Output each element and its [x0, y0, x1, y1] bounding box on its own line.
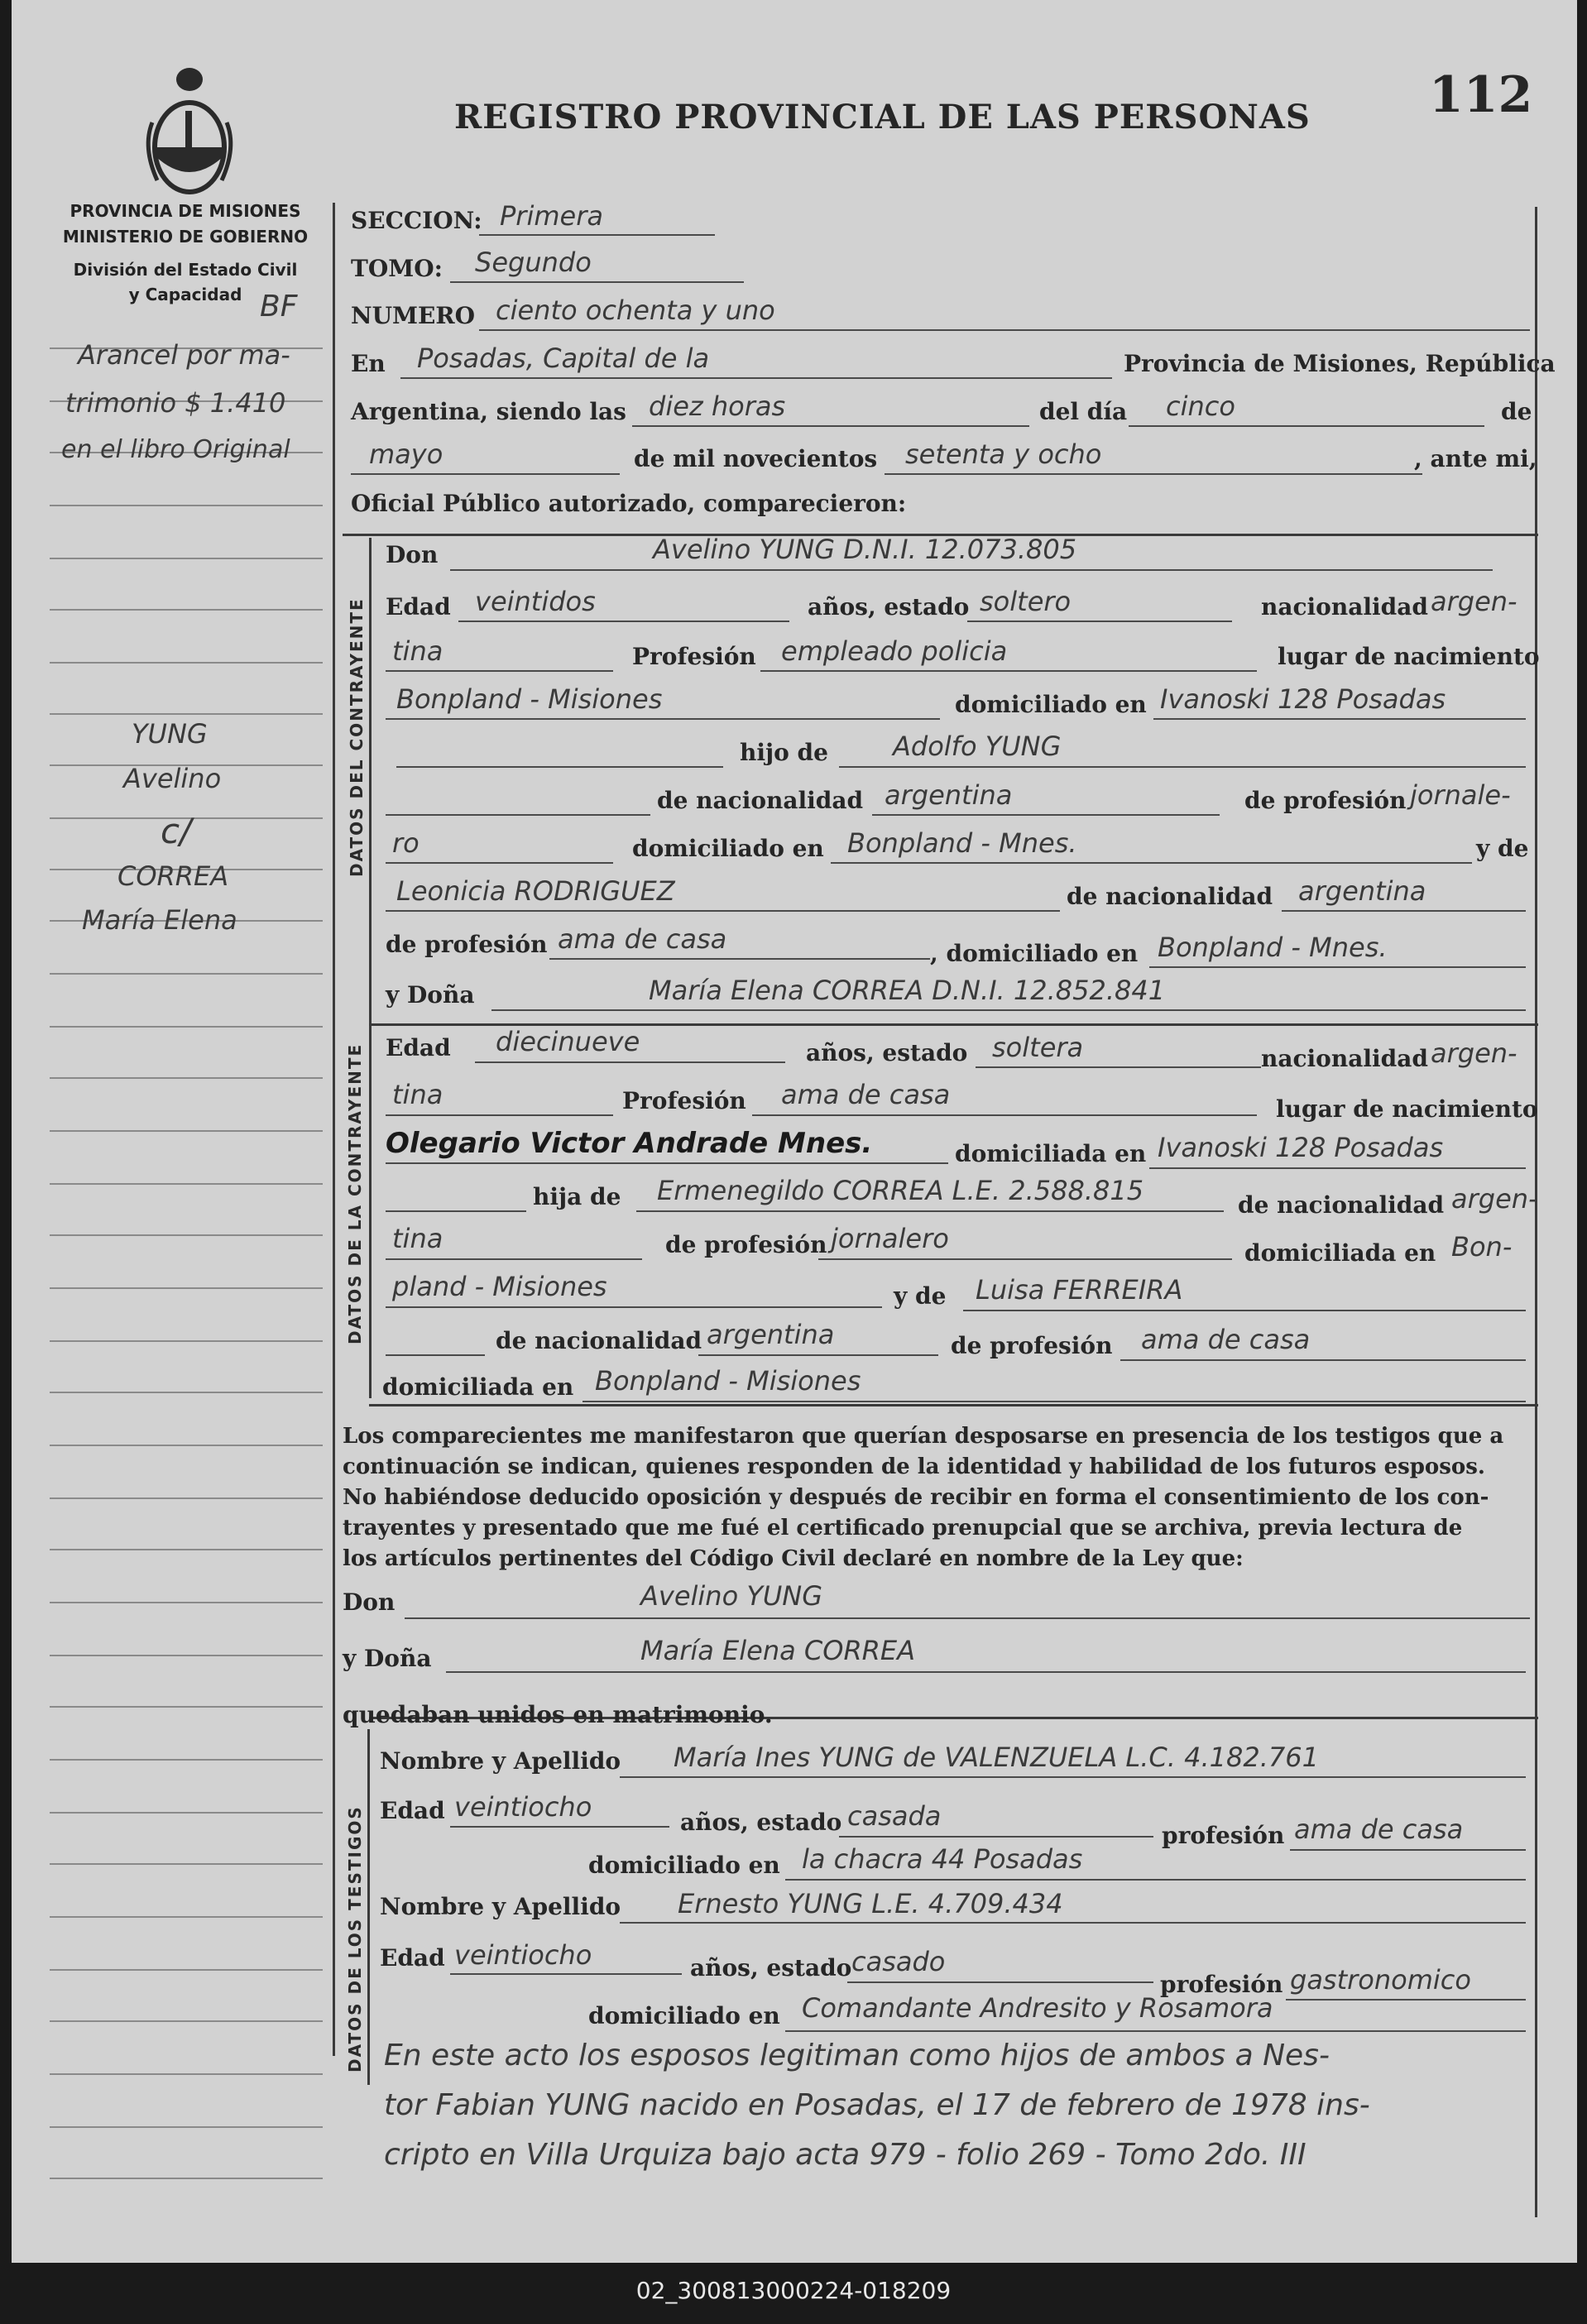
groom-father: Adolfo YUNG	[893, 731, 1062, 762]
bride-mother-nationality: argentina	[707, 1319, 835, 1350]
division-line: División del Estado Civil	[73, 260, 298, 280]
groom-mother: Leonicia RODRIGUEZ	[396, 875, 675, 907]
witness-1-status: casada	[847, 1800, 942, 1832]
declaration-line: trayentes y presentado que me fué el certificado prenupcial que se archiva, previa lectura de	[343, 1516, 1463, 1541]
bride-father-nationality: argen-	[1451, 1183, 1538, 1215]
groom-mother-profession: ama de casa	[558, 923, 727, 955]
don-label: Don	[343, 1588, 396, 1616]
groom-father-profession: jornale-	[1410, 779, 1511, 811]
margin-name-bride: María Elena	[82, 904, 237, 936]
witness-2-status: casado	[851, 1946, 946, 1977]
provincia-text: Provincia de Misiones, República	[1124, 350, 1556, 377]
mil-label: de mil novecientos	[634, 445, 878, 472]
edad-label: Edad	[386, 593, 451, 621]
contrayente-bracket	[369, 538, 372, 985]
unidos-text: quedaban unidos en matrimonio.	[343, 1701, 773, 1728]
groom-nationality-cont: tina	[392, 635, 443, 667]
anios-estado-label: años, estado	[806, 1039, 968, 1066]
witness-1-profession: ama de casa	[1294, 1814, 1464, 1845]
margin-surname-bride: CORREA	[117, 860, 229, 892]
margin-with-mark: c/	[161, 811, 192, 851]
declared-bride: María Elena CORREA	[640, 1635, 916, 1666]
initials: BF	[260, 290, 298, 323]
hijo-label: hijo de	[740, 739, 828, 766]
de-nacionalidad-label: de nacionalidad	[657, 787, 864, 814]
groom-age: veintidos	[475, 586, 596, 617]
margin-fee-note-line: trimonio $ 1.410	[65, 387, 286, 419]
en-label: En	[351, 350, 386, 377]
document-page	[12, 0, 1577, 2263]
nacionalidad-label: nacionalidad	[1261, 593, 1428, 621]
contrayente-bracket	[369, 976, 372, 1398]
bride-mother-address: Bonpland - Misiones	[595, 1365, 861, 1397]
margin-name-groom: Avelino	[123, 763, 222, 794]
side-label-testigos: DATOS DE LOS TESTIGOS	[345, 1805, 365, 2072]
y-de-label: y de	[894, 1282, 947, 1310]
lugar-label: lugar de nacimiento	[1278, 643, 1540, 670]
domiciliada-label: domiciliada en	[382, 1373, 574, 1401]
del-dia-label: del día	[1039, 398, 1128, 425]
domiciliada-label: domiciliada en	[1244, 1239, 1436, 1267]
witness-2-age: veintiocho	[454, 1939, 592, 1971]
de-nacionalidad-label: de nacionalidad	[1067, 883, 1273, 910]
profesion-label: Profesión	[622, 1087, 746, 1114]
margin-fee-note-line: en el libro Original	[61, 435, 290, 464]
testigos-bracket	[367, 1729, 370, 2085]
declaration-line: los artículos pertinentes del Código Civil declaré en nombre de la Ley que:	[343, 1546, 1244, 1571]
witness-2-address: Comandante Andresito y Rosamora	[802, 1992, 1273, 2024]
nombre-label: Nombre y Apellido	[380, 1893, 621, 1920]
groom-nationality: argen-	[1431, 586, 1517, 617]
nacionalidad-label: nacionalidad	[1261, 1045, 1428, 1072]
de-nacionalidad-label: de nacionalidad	[1238, 1191, 1445, 1219]
legitimation-note-line: En este acto los esposos legitiman como hijos de ambos a Nes-	[384, 2039, 1330, 2072]
argentina-text: Argentina, siendo las	[351, 398, 626, 425]
numero-value: ciento ochenta y uno	[496, 295, 775, 326]
groom-father-nationality: argentina	[885, 779, 1013, 811]
declaration-line: No habiéndose deducido oposición y después de recibir en forma el consentimiento de los con-	[343, 1485, 1489, 1510]
oficial-text: Oficial Público autorizado, comparecieron:	[351, 490, 907, 517]
ante-mi-text: , ante mi,	[1414, 445, 1537, 472]
edad-label: Edad	[380, 1944, 445, 1972]
witness-1-age: veintiocho	[454, 1791, 592, 1823]
dia-value: cinco	[1166, 391, 1235, 422]
declaration-line: continuación se indican, quienes responden de la identidad y habilidad de los futuros esposos.	[343, 1454, 1485, 1479]
side-label-contrayente: DATOS DEL CONTRAYENTE	[347, 597, 367, 877]
de-label: de	[1501, 398, 1532, 425]
y-de-label: y de	[1476, 835, 1529, 862]
bride-birthplace: Olegario Victor Andrade Mnes.	[386, 1127, 873, 1160]
lugar-label: lugar de nacimiento	[1276, 1095, 1538, 1123]
anios-estado-label: años, estado	[808, 593, 970, 621]
declaration-line: Los comparecientes me manifestaron que querían desposarse en presencia de los testigos que a	[343, 1424, 1504, 1449]
witness-2-name: Ernesto YUNG L.E. 4.709.434	[678, 1888, 1063, 1919]
bride-status: soltera	[992, 1032, 1084, 1063]
anios-estado-label: años, estado	[680, 1809, 842, 1836]
province-line: PROVINCIA DE MISIONES	[70, 201, 301, 221]
don-label: Don	[386, 541, 439, 568]
profesion-label: Profesión	[632, 643, 756, 670]
domiciliado-label: domiciliado en	[632, 835, 824, 862]
nombre-label: Nombre y Apellido	[380, 1747, 621, 1775]
groom-father-profession-cont: ro	[392, 827, 420, 859]
capacity-line: y Capacidad	[128, 285, 242, 304]
page-title: REGISTRO PROVINCIAL DE LAS PERSONAS	[454, 98, 1311, 137]
numero-label: NUMERO	[351, 302, 476, 329]
domiciliado-label: , domiciliado en	[930, 940, 1139, 967]
bride-nationality-cont: tina	[392, 1079, 443, 1110]
anio-value: setenta y ocho	[905, 438, 1102, 470]
dona-label: y Doña	[343, 1645, 432, 1672]
groom-birthplace: Bonpland - Misiones	[396, 683, 663, 715]
legitimation-note-line: cripto en Villa Urquiza bajo acta 979 - folio 269 - Tomo 2do. III	[384, 2138, 1307, 2172]
bride-father-profession: jornalero	[831, 1223, 949, 1254]
domiciliado-label: domiciliado en	[588, 1852, 780, 1879]
groom-mother-nationality: argentina	[1298, 875, 1426, 907]
de-profesion-label: de profesión	[951, 1332, 1113, 1359]
witness-1-name: María Ines YUNG de VALENZUELA L.C. 4.182.761	[674, 1742, 1319, 1773]
bride-mother: Luisa FERREIRA	[976, 1274, 1183, 1306]
side-label-contrayente-f: DATOS DE LA CONTRAYENTE	[345, 1042, 365, 1344]
groom-status: soltero	[980, 586, 1072, 617]
image-caption: 02_300813000224-018209	[635, 2277, 952, 2304]
bride-nationality: argen-	[1431, 1037, 1517, 1069]
groom-father-address: Bonpland - Mnes.	[847, 827, 1077, 859]
anios-estado-label: años, estado	[690, 1954, 852, 1981]
groom-profession: empleado policia	[781, 635, 1008, 667]
de-nacionalidad-label: de nacionalidad	[496, 1327, 702, 1354]
coat-of-arms-icon	[136, 65, 243, 197]
tomo-value: Segundo	[475, 247, 592, 278]
edad-label: Edad	[386, 1034, 451, 1061]
profesion-label: profesión	[1162, 1822, 1285, 1849]
bride-age: diecinueve	[496, 1026, 640, 1057]
bride-father-address: Bon-	[1451, 1231, 1513, 1263]
groom-mother-address: Bonpland - Mnes.	[1158, 932, 1388, 963]
tomo-label: TOMO:	[351, 255, 443, 282]
declared-groom: Avelino YUNG	[640, 1580, 823, 1612]
bride-address: Ivanoski 128 Posadas	[1158, 1132, 1444, 1163]
edad-label: Edad	[380, 1797, 445, 1824]
groom-address: Ivanoski 128 Posadas	[1160, 683, 1446, 715]
de-profesion-label: de profesión	[386, 931, 548, 958]
witness-2-profession: gastronomico	[1290, 1964, 1471, 1996]
de-profesion-label: de profesión	[1244, 787, 1407, 814]
margin-divider	[333, 203, 335, 2056]
seccion-label: SECCION:	[351, 207, 482, 234]
bride-name: María Elena CORREA D.N.I. 12.852.841	[649, 975, 1166, 1006]
witness-1-address: la chacra 44 Posadas	[802, 1843, 1083, 1875]
groom-name: Avelino YUNG D.N.I. 12.073.805	[653, 534, 1077, 565]
domiciliado-label: domiciliado en	[588, 2002, 780, 2029]
bride-profession: ama de casa	[781, 1079, 951, 1110]
margin-surname-groom: YUNG	[132, 718, 208, 750]
legitimation-note-line: tor Fabian YUNG nacido en Posadas, el 17 de febrero de 1978 ins-	[384, 2088, 1370, 2122]
domiciliado-label: domiciliado en	[955, 691, 1147, 718]
page-number: 112	[1429, 66, 1533, 124]
dona-label: y Doña	[386, 981, 475, 1009]
bride-father-address-cont: pland - Misiones	[392, 1271, 607, 1302]
bride-mother-profession: ama de casa	[1141, 1324, 1311, 1355]
bride-father: Ermenegildo CORREA L.E. 2.588.815	[657, 1175, 1144, 1206]
hija-label: hija de	[533, 1183, 621, 1210]
hora-value: diez horas	[649, 391, 786, 422]
seccion-value: Primera	[500, 200, 603, 232]
en-value: Posadas, Capital de la	[417, 343, 710, 374]
section-divider	[369, 1404, 1538, 1406]
domiciliada-label: domiciliada en	[955, 1140, 1147, 1167]
bride-father-nationality-cont: tina	[392, 1223, 443, 1254]
profesion-label: profesión	[1160, 1971, 1283, 1998]
ministry-line: MINISTERIO DE GOBIERNO	[62, 227, 309, 247]
de-profesion-label: de profesión	[665, 1231, 827, 1258]
margin-fee-note-line: Arancel por ma-	[78, 339, 290, 371]
mes-value: mayo	[369, 438, 443, 470]
